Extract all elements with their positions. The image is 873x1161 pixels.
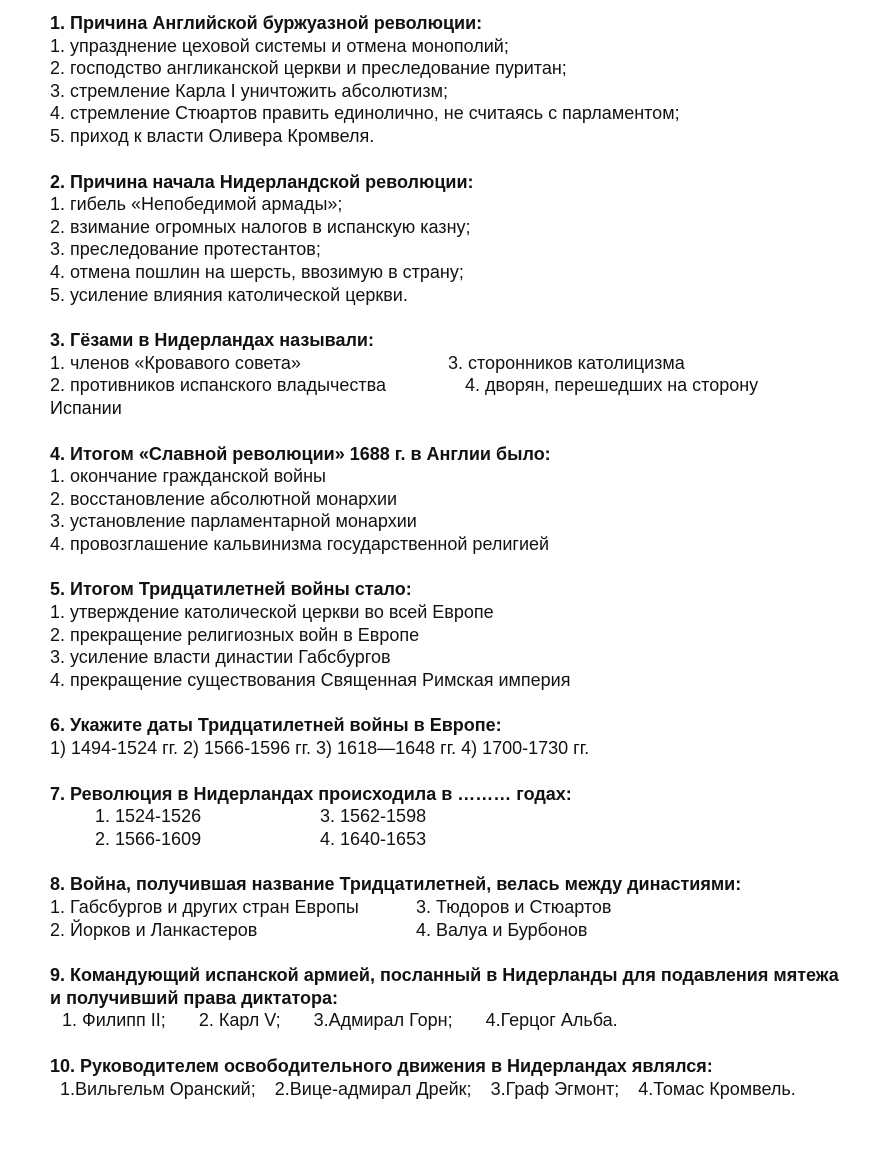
answer-option: 3. 1562-1598 bbox=[320, 806, 427, 827]
answer-option: 2. господство англиканской церкви и преследование пуритан; bbox=[50, 58, 567, 79]
question-title: 6. Укажите даты Тридцатилетней войны в Европе: bbox=[50, 715, 502, 736]
answer-option: 3. усиление власти династии Габсбургов bbox=[50, 647, 391, 668]
answer-option: 1. Габсбургов и других стран Европы bbox=[50, 897, 359, 917]
question-title: 8. Война, получившая название Тридцатилетней, велась между династиями: bbox=[50, 874, 742, 895]
question-3 bbox=[50, 329, 850, 419]
question-title: 3. Гёзами в Нидерландах называли: bbox=[50, 330, 374, 351]
answer-row bbox=[50, 828, 850, 851]
question-title: 10. Руководителем освободительного движения в Нидерландах являлся: bbox=[50, 1055, 713, 1076]
question-title: 9. Командующий испанской армией, посланный в Нидерланды для подавления мятежа и получивший права диктатора: bbox=[50, 965, 839, 1008]
question-8 bbox=[50, 873, 850, 941]
answer-option: 3. преследование протестантов; bbox=[50, 239, 321, 260]
answer-option: 2. Карл V; bbox=[198, 1010, 281, 1031]
answer-option: 1. Филипп II; bbox=[62, 1010, 166, 1031]
question-title: 4. Итогом «Славной революции» 1688 г. в Англии было: bbox=[50, 443, 551, 464]
answer-option: 4. 1640-1653 bbox=[320, 828, 427, 849]
answer-option-continuation: Испании bbox=[50, 397, 122, 418]
answer-options-line bbox=[50, 1078, 850, 1101]
answer-option: 4. стремление Стюартов править единолично, не считаясь с парламентом; bbox=[50, 103, 680, 124]
answer-option: 3. установление парламентарной монархии bbox=[50, 511, 417, 532]
answer-option: 2. Йорков и Ланкастеров bbox=[50, 919, 258, 940]
answer-row bbox=[50, 919, 850, 942]
question-4 bbox=[50, 443, 850, 556]
answer-option: 1.Вильгельм Оранский; bbox=[60, 1078, 256, 1099]
answer-row bbox=[50, 896, 850, 919]
answer-option: 1. 1524-1526 bbox=[95, 806, 202, 827]
answer-option: 4.Герцог Альба. bbox=[485, 1010, 618, 1031]
answer-option: 2. восстановление абсолютной монархии bbox=[50, 488, 398, 509]
answer-option: 5. усиление влияния католической церкви. bbox=[50, 284, 408, 305]
answer-option: 4.Томас Кромвель. bbox=[638, 1078, 796, 1099]
answer-option: 3.Адмирал Горн; bbox=[313, 1010, 453, 1031]
question-2 bbox=[50, 171, 850, 307]
answer-option: 3. Тюдоров и Стюартов bbox=[416, 897, 612, 917]
question-title: 5. Итогом Тридцатилетней войны стало: bbox=[50, 579, 412, 600]
question-9 bbox=[50, 964, 850, 1032]
answer-option: 2. 1566-1609 bbox=[95, 828, 202, 849]
answer-option: 1. утверждение католической церкви во всей Европе bbox=[50, 602, 494, 623]
answer-row bbox=[50, 374, 850, 397]
answer-option: 1. гибель «Непобедимой армады»; bbox=[50, 194, 343, 215]
answer-options-line bbox=[50, 1009, 850, 1032]
question-5 bbox=[50, 578, 850, 691]
answer-option: 1. окончание гражданской войны bbox=[50, 466, 326, 487]
answer-option: 3. сторонников католицизма bbox=[448, 352, 685, 373]
answer-option: 4. отмена пошлин на шерсть, ввозимую в страну; bbox=[50, 261, 464, 282]
question-title: 2. Причина начала Нидерландской революции: bbox=[50, 171, 474, 192]
answer-option: 1. упразднение цеховой системы и отмена монополий; bbox=[50, 35, 509, 56]
answer-option: 2.Вице-адмирал Дрейк; bbox=[274, 1078, 472, 1099]
answer-option: 2. взимание огромных налогов в испанскую казну; bbox=[50, 216, 471, 237]
question-1 bbox=[50, 12, 850, 148]
answer-options-line: 1) 1494-1524 гг. 2) 1566-1596 гг. 3) 1618—1648 гг. 4) 1700-1730 гг. bbox=[50, 738, 590, 759]
answer-row bbox=[50, 805, 850, 828]
question-title: 7. Революция в Нидерландах происходила в ……… годах: bbox=[50, 783, 572, 804]
answer-option: 4. прекращение существования Священная Римская империя bbox=[50, 669, 571, 690]
question-title: 1. Причина Английской буржуазной революции: bbox=[50, 13, 483, 33]
answer-option: 5. приход к власти Оливера Кромвеля. bbox=[50, 125, 375, 146]
answer-option: 2. прекращение религиозных войн в Европе bbox=[50, 624, 420, 645]
answer-option: 3. стремление Карла I уничтожить абсолютизм; bbox=[50, 80, 448, 101]
answer-option: 2. противников испанского владычества bbox=[50, 375, 387, 396]
document-page bbox=[50, 12, 850, 1123]
answer-option: 4. провозглашение кальвинизма государственной религией bbox=[50, 533, 550, 554]
question-7 bbox=[50, 783, 850, 851]
answer-option: 1. членов «Кровавого совета» bbox=[50, 352, 301, 373]
question-6 bbox=[50, 714, 850, 759]
question-10 bbox=[50, 1055, 850, 1100]
answer-row bbox=[50, 352, 850, 375]
answer-option: 4. Валуа и Бурбонов bbox=[416, 919, 588, 940]
answer-option: 4. дворян, перешедших на сторону bbox=[465, 375, 759, 396]
answer-option: 3.Граф Эгмонт; bbox=[490, 1078, 620, 1099]
